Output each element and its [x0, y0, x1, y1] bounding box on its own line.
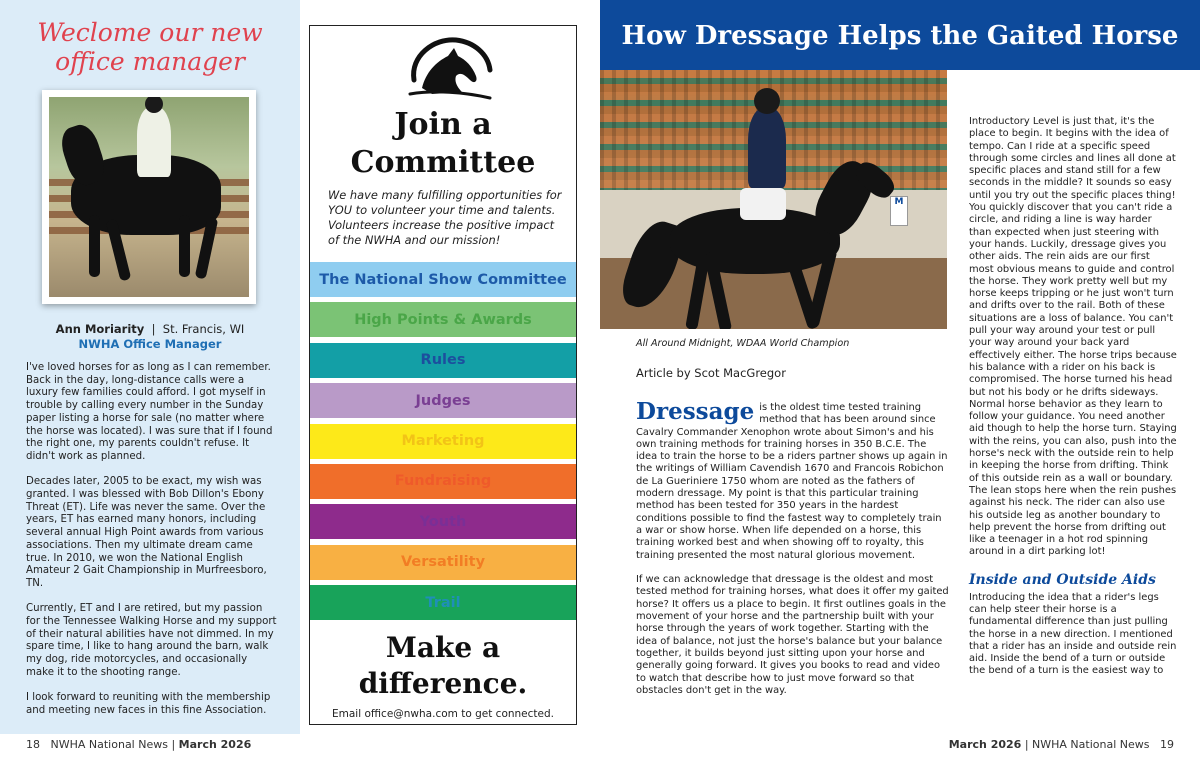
- issue-date: March 2026: [948, 738, 1022, 751]
- arena-marker: M: [890, 196, 908, 226]
- committee-youth: Youth: [310, 504, 576, 539]
- article-paragraph: is the oldest time tested training method that has been around since Cavalry Commander Xenophon wrote about Simon's and his own training methods for training horses in 350 B.C.E. The idea to train the horse to be a riders partner shows up again in the writings of William Cavendish 1670 and Francois Robichon de La Gueriniere 1750 whom are noted as the fathers of modern dressage. My point is that this particular training method has been tested for 350 years in the hardest conditions possible to find the fastest way to completely train a war or show horse. When life depended on a horse, this training worked best and when showing off to royalty, this training presented the most natural glorious movement.: [636, 402, 948, 561]
- committee-list: [310, 262, 576, 626]
- manager-role: NWHA Office Manager: [78, 337, 222, 351]
- bio-paragraph: I look forward to reuniting with the membership and meeting new faces in this fine Association.: [26, 692, 271, 716]
- make-diff-line1: Make a: [385, 631, 501, 664]
- manager-photo: [42, 90, 256, 304]
- page-number: 19: [1160, 738, 1174, 751]
- committee-judges: Judges: [310, 383, 576, 418]
- welcome-title: Weclome our new office manager: [37, 18, 263, 76]
- bio-paragraph: I've loved horses for as long as I can remember. Back in the day, long-distance calls were a luxury few families could afford. I got myself in trouble by calling every number in the Sunday paper listing a horse for sale (no matter where the horse was located). I was sure that if I found the right one, my parents couldn't refuse. It didn't work as planned.: [26, 362, 273, 462]
- manager-caption: Ann Moriarity | St. Francis, WI NWHA Office Manager: [20, 322, 280, 352]
- article-column-1: [636, 398, 950, 709]
- article-title: How Dressage Helps the Gaited Horse: [600, 0, 1200, 70]
- horse-head-logo-icon: [404, 36, 494, 102]
- page-number: 18: [26, 738, 40, 751]
- photo-caption: All Around Midnight, WDAA World Champion: [636, 338, 850, 349]
- join-title-line2: Committee: [350, 145, 536, 180]
- byline: Article by Scot MacGregor: [636, 366, 786, 380]
- join-title-line1: Join a: [394, 107, 492, 142]
- committee-trail: Trail: [310, 585, 576, 620]
- email-line: Email office@nwha.com to get connected.: [332, 708, 554, 720]
- welcome-sidebar: [0, 0, 300, 734]
- join-committee-box: [309, 25, 577, 725]
- publication-name: NWHA National News: [1032, 738, 1150, 751]
- article-paragraph: If we can acknowledge that dressage is the oldest and most tested method for training horses, what does it offer my gaited horse? It offers us a place to begin. It first outlines goals in the movement of your horse and the partnership built with your horse through the years of work together. Starting with the idea of balance, not just the horse's balance but your balance together, it builds beyond just sitting upon your horse and generally going forward. It gives you books to read and video to watch that describe how to just move forward so that obstacles don't get in the way.: [636, 574, 949, 696]
- join-intro: We have many fulfilling opportunities for YOU to volunteer your time and talents. Volunteers increase the positive impact of the NWHA and our mission!: [328, 188, 562, 247]
- publication-name: NWHA National News: [50, 738, 168, 751]
- article-paragraph: Introductory Level is just that, it's the place to begin. It begins with the idea of tempo. Can I ride at a specific speed through some circles and lines all done at specific places and stand still for a few seconds in the middle? It sounds so easy until you try out the specific places thing! You quickly discover that you can't ride a circle, and riding a line is way harder than expected when just steering with your hands. Luckily, dressage gives you other aids. The rein aids are our first most obvious means to guide and control the horse. They work pretty well but my horse keeps tripping or he just won't turn and drifts over to the rail. Both of these situations are a loss of balance. You can't pull your way around your test or pull your way around your back yard effectively either. The horse trips because his balance with a rider on his back is compromised. The horse turned his head but not his body or he drifts sideways. Normal horse behavior as they learn to follow your guidance. You need another aid though to help the horse turn. Staying with the reins, you can also, push into the horse's neck with the outside rein to help in keeping the horse from drifting. Think of this outside rein as a wall or boundary. The lean stops here when the rein pushes against his neck. The rider can also use his outside leg as another boundary to help prevent the horse from drifting out like a teenager in a hot rod spinning around in a dirt parking lot!: [969, 116, 1177, 558]
- manager-location: St. Francis, WI: [162, 322, 245, 336]
- dressage-photo: [600, 70, 947, 329]
- join-committee-title: [310, 106, 576, 182]
- committee-rules: Rules: [310, 343, 576, 378]
- bio-paragraph: Currently, ET and I are retired, but my passion for the Tennessee Walking Horse and my support of their natural abilities have not dimmed. In my spare time, I like to hang around the barn, walk my dog, ride motorcycles, and occasionally make it to the shooting range.: [26, 603, 277, 678]
- committee-national-show: The National Show Committee: [310, 262, 576, 297]
- issue-date: March 2026: [178, 738, 252, 751]
- manager-bio: [26, 362, 278, 730]
- article-paragraph: Introducing the idea that a rider's legs can help steer their horse is a fundamental difference than just pulling the horse in a new direction. I mentioned that a rider has an inside and outside rein aid. Inside the bend of a turn or outside the bend of a turn is the easiest way to: [969, 591, 1177, 677]
- make-diff-line2: difference.: [358, 667, 528, 700]
- make-a-difference: [310, 630, 576, 702]
- footer-left: 18 NWHA National News | March 2026: [26, 738, 252, 751]
- dropcap-word: Dressage: [636, 398, 755, 425]
- article-subhead: Inside and Outside Aids: [969, 571, 1156, 588]
- committee-versatility: Versatility: [310, 545, 576, 580]
- article-column-2: [969, 116, 1177, 678]
- footer-right: March 2026 | NWHA National News 19: [948, 738, 1174, 751]
- committee-fundraising: Fundraising: [310, 464, 576, 499]
- committee-marketing: Marketing: [310, 424, 576, 459]
- bio-paragraph: Decades later, 2005 to be exact, my wish was granted. I was blessed with Bob Dillon's Ebony Threat (ET). Life was never the same. Over the years, ET has earned many honors, including several annual High Point awards from various associations. Then my ultimate dream came true. In 2010, we won the National English Amateur 2 Gait Championship in Murfreesboro, TN.: [26, 476, 267, 589]
- committee-high-points: High Points & Awards: [310, 302, 576, 337]
- manager-name: Ann Moriarity: [55, 322, 145, 336]
